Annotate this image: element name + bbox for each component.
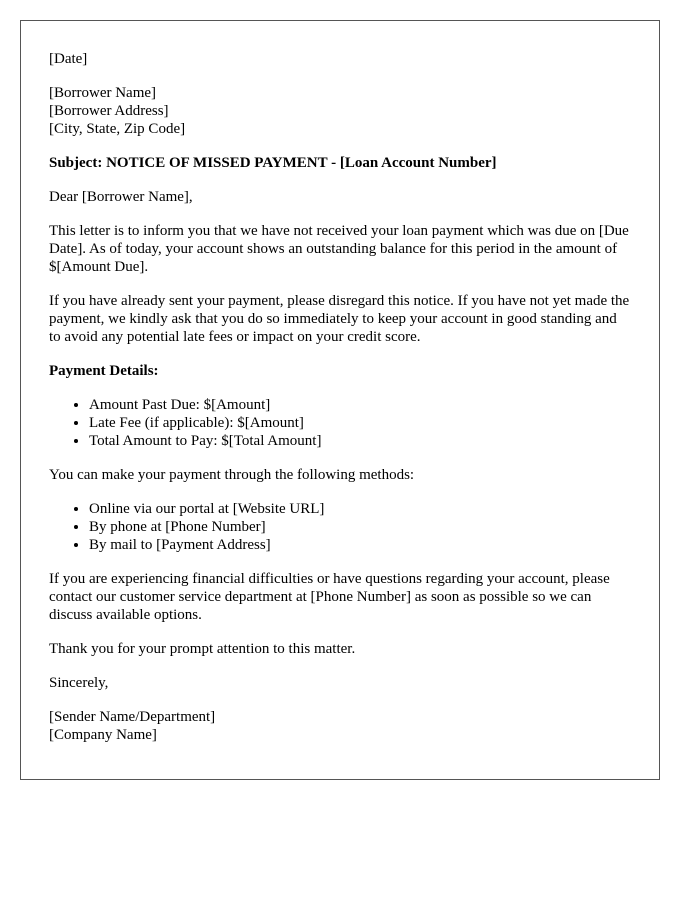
borrower-name: [Borrower Name]: [49, 85, 157, 101]
list-item: • By mail to [Payment Address]: [89, 536, 631, 554]
letter-subject: Subject: NOTICE OF MISSED PAYMENT - [Loan Account Number]: [49, 155, 497, 171]
letter-salutation: Dear [Borrower Name],: [49, 189, 193, 205]
letter-closing: Sincerely,: [49, 675, 109, 691]
request-paragraph: If you have already sent your payment, please disregard this notice. If you have not yet made the payment, we kindly ask that you do so immediately to keep your account in good standing and to avoid any potential late fees or impact on your credit score.: [49, 293, 630, 345]
borrower-address: [Borrower Address]: [49, 103, 169, 119]
borrower-address-block: [49, 84, 631, 138]
borrower-city-state-zip: [City, State, Zip Code]: [49, 121, 186, 137]
payment-details-heading: Payment Details:: [49, 363, 159, 379]
list-item: • Amount Past Due: $[Amount]: [89, 396, 631, 414]
sender-name: [Sender Name/Department]: [49, 709, 216, 725]
list-item: • By phone at [Phone Number]: [89, 518, 631, 536]
letter-document: [20, 20, 660, 780]
letter-date: [Date]: [49, 51, 88, 67]
payment-details-list: [49, 396, 631, 450]
list-item: • Total Amount to Pay: $[Total Amount]: [89, 432, 631, 450]
difficulties-paragraph: If you are experiencing financial difficulties or have questions regarding your account, please contact our customer service department at [Phone Number] as soon as possible so we can discuss available options.: [49, 571, 610, 623]
list-item: • Late Fee (if applicable): $[Amount]: [89, 414, 631, 432]
sender-company: [Company Name]: [49, 727, 157, 743]
methods-intro-paragraph: You can make your payment through the following methods:: [49, 467, 415, 483]
intro-paragraph: This letter is to inform you that we have not received your loan payment which was due on [Due Date]. As of today, your account shows an outstanding balance for this period in the amount of $[Amount Due].: [49, 223, 629, 275]
thanks-paragraph: Thank you for your prompt attention to this matter.: [49, 641, 356, 657]
list-item: • Online via our portal at [Website URL]: [89, 500, 631, 518]
payment-methods-list: [49, 500, 631, 554]
sender-block: [49, 708, 631, 744]
